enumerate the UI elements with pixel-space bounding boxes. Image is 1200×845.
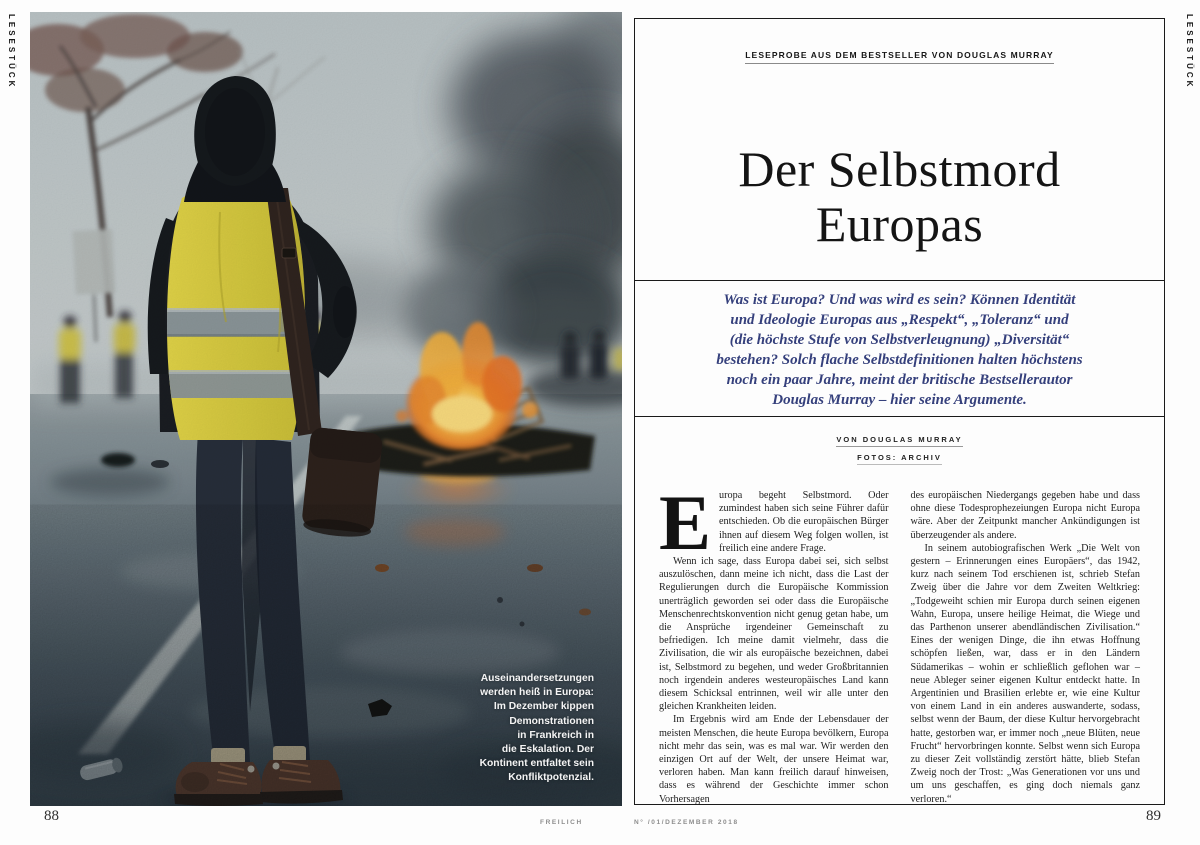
caption-line: Auseinandersetzungen (480, 673, 594, 684)
byline: VON DOUGLAS MURRAY (836, 435, 962, 447)
page-number-left: 88 (44, 808, 59, 824)
photo-caption (424, 672, 594, 786)
body-column-2 (911, 489, 1141, 806)
footer-brand: FREILICH (540, 819, 583, 826)
caption-line: Konfliktpotenzial. (508, 772, 594, 784)
paragraph (659, 479, 889, 566)
paragraph: In seinem autobiografischen Werk „Die Welt von gestern – Erinnerungen eines Europäers“, das 1942, kurz nach seinem Tod erschienen ist, schrieb Stefan Zweig über die Jahre vor dem Zweiten Weltkrieg: „Todgeweiht schien mir Europa durch seinen eigenen Wahn, Europa, unsere heilige Heimat, die Wiege und das Parthenon unserer abendländischen Zivilisation.“ Eines der wenigen Dinge, die ihn etwas Hoffnung schöpfen ließen, war, dass er in den Ländern Südamerikas – wohin er schließlich geflohen war – neue Ableger seiner eigenen Kultur entdeckt hatte. In Argentinien und Brasilien erlebte er, wie eine Kultur von einem Land in ein anderes auswanderte, sodass, selbst wenn der Baum, der diese Kultur hervorgebracht hatte, gestorben war, er immer noch „neue Blüten, neue Frucht“ hervorbringen konnte. Selbst wenn sich Europa zu dieser Zeit vollständig zerstört hätte, blieb Stefan Zweig noch der Trost: „Was Generationen vor uns und um uns geschaffen, es ging doch niemals ganz verloren.“ (910, 542, 1140, 805)
intro-line: Was ist Europa? Und was wird es sein? Können Identität (723, 292, 1076, 308)
article-title (635, 142, 1164, 252)
article-body (659, 479, 1140, 806)
caption-line: werden heiß in Europa: (480, 687, 594, 699)
article-standfirst (635, 290, 1164, 410)
body-column-1 (659, 479, 889, 806)
caption-line: Im Dezember kippen (493, 701, 594, 713)
left-edge-section-label: LESESTÜCK (7, 14, 16, 90)
caption-line: Kontinent entfaltet sein (479, 758, 594, 770)
intro-line: bestehen? Solch flache Selbstdefinitionen halten höchstens (716, 352, 1083, 368)
paragraph: Wenn ich sage, dass Europa dabei sei, sich selbst auszulöschen, dann meine ich nicht, dass die Last der Regulierungen durch die Europäische Kommission unerträglich geworden sei oder dass die Europäische Menschenrechtskonvention nicht genug getan habe, um die Ansprüche irgendeiner Gemeinschaft zu befriedigen. Ich meine damit vielmehr, dass die Zivilisation, die wir als europäische bezeichnen, dabei ist, Selbstmord zu begehen, und weder Großbritannien noch irgendein anderes westeuropäisches Land kann diesem Schicksal entrinnen, weil wir alle unter den gleichen Krankheiten leiden. (659, 556, 889, 713)
page-number-right: 89 (1146, 808, 1161, 824)
caption-line: die Eskalation. Der (501, 744, 594, 756)
drop-cap: E (659, 479, 712, 566)
intro-line: Douglas Murray – hier seine Argumente. (772, 392, 1027, 408)
intro-line: und Ideologie Europas aus „Respekt“, „Toleranz“ und (730, 312, 1069, 328)
footer-issue: N° /01/DEZEMBER 2018 (634, 819, 739, 826)
divider-rule (635, 280, 1164, 281)
article-page-frame (634, 18, 1165, 805)
caption-line: Demonstrationen (509, 715, 594, 727)
title-line-1: Der Selbstmord (738, 141, 1061, 197)
paragraph: Im Ergebnis wird am Ende der Lebensdauer der meisten Menschen, die heute Europa bevölkern, Europa nicht mehr das sein, was es mal war. Wir werden den einzigen Ort auf der Welt, der unsere Heimat war, verloren haben. Man kann freilich darauf hinweisen, dass es während der Geschichte immer schon Vorhersagen (659, 714, 889, 805)
caption-line: in Frankreich in (517, 729, 594, 741)
photo-credit: FOTOS: ARCHIV (857, 453, 942, 465)
title-line-2: Europas (815, 196, 984, 252)
intro-line: noch ein paar Jahre, meint der britische Bestsellerautor (726, 372, 1073, 388)
kicker: LESEPROBE AUS DEM BESTSELLER VON DOUGLAS MURRAY (745, 50, 1053, 64)
divider-rule (635, 416, 1164, 417)
protest-photo (30, 12, 622, 806)
paragraph-text: uropa begeht Selbstmord. Oder zumindest haben sich seine Führer dafür entschieden. Ob die europäischen Bürger ihnen auf diesem Weg folgen wollen, ist freilich eine andere Frage. (719, 490, 889, 554)
intro-line: (die höchste Stufe von Selbstverleugnung) „Diversität“ (729, 332, 1070, 348)
right-edge-section-label: LESESTÜCK (1185, 14, 1194, 90)
paragraph: des europäischen Niedergangs gegeben habe und dass ohne diese Todesprophezeiungen Europa nicht Europa wäre. Aber der Zeitpunkt mancher Ankündigungen ist überzeugender als andere. (910, 490, 1140, 541)
